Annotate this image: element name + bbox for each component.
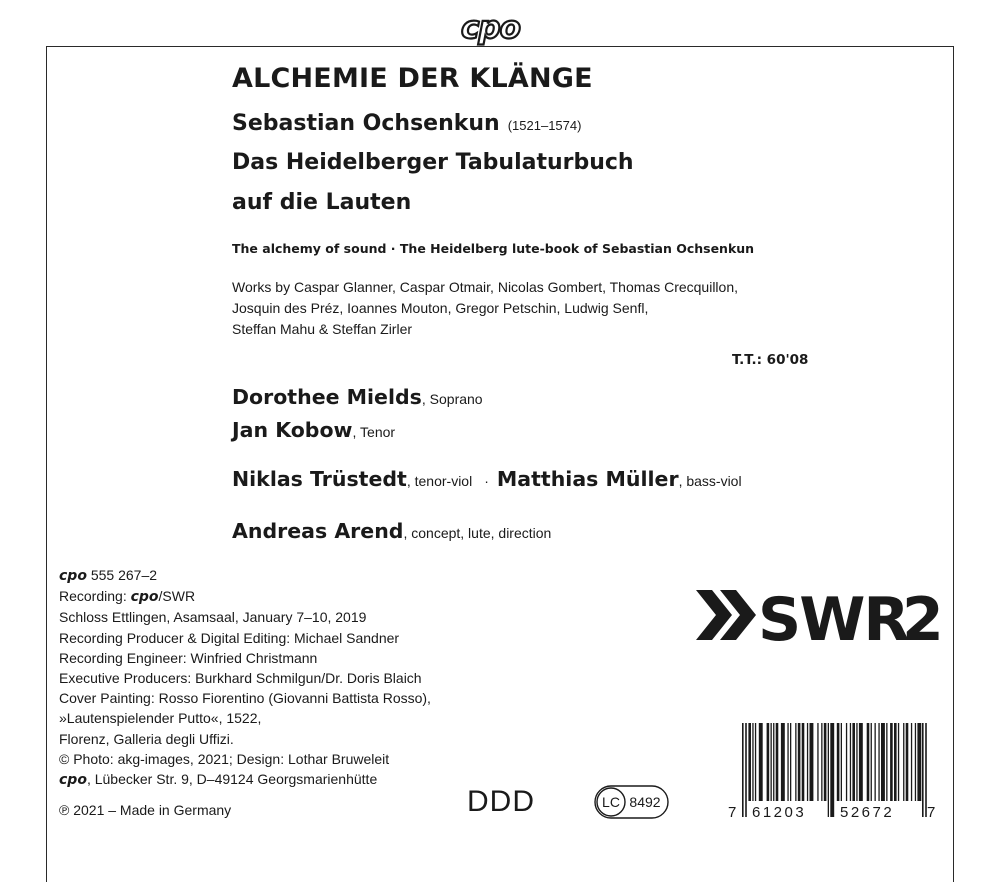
performer-name: Dorothee Mields [232, 385, 422, 409]
barcode-bar [742, 723, 744, 817]
barcode-bar [911, 723, 912, 801]
barcode-bar [894, 723, 897, 801]
barcode-bar [886, 723, 887, 801]
performer-name: Niklas Trüstedt [232, 467, 407, 491]
performer-role: , Tenor [352, 424, 396, 440]
barcode-bar [773, 723, 774, 801]
barcode-bar [925, 723, 927, 817]
work-title-line-2: auf die Lauten [232, 190, 412, 215]
barcode-bar [898, 723, 899, 801]
barcode-bar [759, 723, 763, 801]
total-time: T.T.: 60'08 [732, 352, 809, 368]
barcode-bar [828, 723, 829, 817]
barcode-bar [903, 723, 904, 801]
performer-role: , concept, lute, direction [403, 525, 552, 541]
barcode-bar [824, 723, 827, 801]
ddd-label: DDD [467, 785, 535, 818]
barcode-bar [807, 723, 808, 801]
credit-line: Schloss Ettlingen, Asamsaal, January 7–10, 2019 [59, 609, 367, 626]
barcode-bar [850, 723, 851, 801]
barcode-bar [867, 723, 870, 801]
barcode-bar [787, 723, 788, 801]
barcode-bar [830, 723, 834, 817]
performer-1 [232, 385, 483, 409]
barcode-bar [776, 723, 779, 801]
barcode-digit-check: 7 [927, 804, 936, 821]
barcode-bar [781, 723, 785, 801]
credit-line: Recording Engineer: Winfried Christmann [59, 649, 318, 666]
barcode-bar [790, 723, 791, 801]
barcode-bar [846, 723, 847, 801]
barcode-bar [906, 723, 909, 801]
composer-years: (1521–1574) [507, 118, 582, 133]
barcode-group-2: 52672 [840, 804, 895, 821]
album-title: ALCHEMIE DER KLÄNGE [232, 63, 593, 94]
barcode-bar [802, 723, 805, 801]
cpo-brand: cpo [59, 772, 87, 789]
label-code-prefix: LC [602, 794, 620, 810]
barcode-bar [871, 723, 872, 801]
swr-number: 2 [902, 585, 944, 648]
barcode-bar [798, 723, 801, 801]
works-line: Josquin des Préz, Ioannes Mouton, Gregor Petschin, Ludwig Senfl, [232, 300, 649, 316]
swr-text: SWR [758, 585, 908, 648]
barcode-bar [878, 723, 879, 801]
barcode-bar [922, 723, 924, 817]
barcode-bar [767, 723, 770, 801]
composer-name: Sebastian Ochsenkun [232, 111, 500, 136]
recording-line: Recording: cpo/SWR [59, 588, 196, 606]
performer-2 [232, 418, 395, 442]
barcode-digit-first: 7 [728, 804, 737, 821]
barcode-bar [915, 723, 916, 801]
barcode-bar [821, 723, 822, 801]
barcode-bar [810, 723, 814, 801]
credit-line: »Lautenspielender Putto«, 1522, [59, 710, 262, 727]
barcode-bar [837, 723, 840, 801]
credit-line: © Photo: akg-images, 2021; Design: Lothar Bruweleit [59, 750, 390, 767]
performer-5 [232, 519, 551, 543]
composer-line [232, 111, 581, 136]
barcode-bar [748, 723, 751, 801]
performer-name: Andreas Arend [232, 519, 404, 543]
catalog-number-line [59, 565, 431, 586]
barcode-bar [752, 723, 753, 801]
performer-name: Matthias Müller [496, 467, 679, 491]
english-subtitle: The alchemy of sound · The Heidelberg lute-book of Sebastian Ochsenkun [232, 241, 755, 256]
copyright-line: ℗ 2021 – Made in Germany [59, 802, 232, 819]
credit-line: Recording Producer & Digital Editing: Michael Sandner [59, 629, 400, 646]
barcode-bar [890, 723, 893, 801]
barcode-bar [745, 723, 747, 817]
swr2-logo [694, 582, 946, 648]
barcode-bar [841, 723, 842, 801]
barcode-bar [852, 723, 855, 801]
catalog-number: 555 267–2 [86, 567, 158, 583]
address-line: cpo, Lübecker Str. 9, D–49124 Georgsmarienhütte [59, 771, 378, 789]
barcode-bar [917, 723, 921, 801]
cpo-brand: cpo [59, 568, 87, 584]
cpo-brand: cpo [130, 589, 159, 606]
credit-line: Executive Producers: Burkhard Schmilgun/Dr. Doris Blaich [59, 670, 422, 687]
barcode-bar [817, 723, 818, 801]
credit-line: Florenz, Galleria degli Uffizi. [59, 730, 234, 747]
works-line: Works by Caspar Glanner, Caspar Otmair, Nicolas Gombert, Thomas Crecquillon, [232, 279, 739, 295]
work-title-line-1: Das Heidelberger Tabulaturbuch [232, 150, 634, 175]
credit-line: Cover Painting: Rosso Fiorentino (Giovanni Battista Rosso), [59, 690, 431, 707]
performer-name: Jan Kobow [232, 418, 353, 442]
cpo-logo [455, 8, 547, 46]
barcode-group-1: 61203 [752, 804, 807, 821]
barcode-bar [881, 723, 885, 801]
barcode-bar [771, 723, 772, 801]
label-code-number: 8492 [629, 794, 661, 810]
label-code-badge [594, 785, 669, 819]
performer-separator: · [484, 473, 489, 489]
works-list [232, 277, 738, 340]
barcode-bar [856, 723, 857, 801]
cpo-logo-text: cpo [461, 10, 520, 46]
barcode-bar [875, 723, 876, 801]
performer-role: , Soprano [421, 391, 483, 407]
barcode-bar [795, 723, 796, 801]
barcode-bar [859, 723, 863, 801]
performer-3-4 [232, 467, 742, 491]
performer-role: , bass-viol [678, 473, 742, 489]
works-line: Steffan Mahu & Steffan Zirler [232, 321, 413, 337]
barcode-bar [755, 723, 756, 801]
credits-block [59, 565, 431, 820]
performer-role: , tenor-viol [406, 473, 473, 489]
